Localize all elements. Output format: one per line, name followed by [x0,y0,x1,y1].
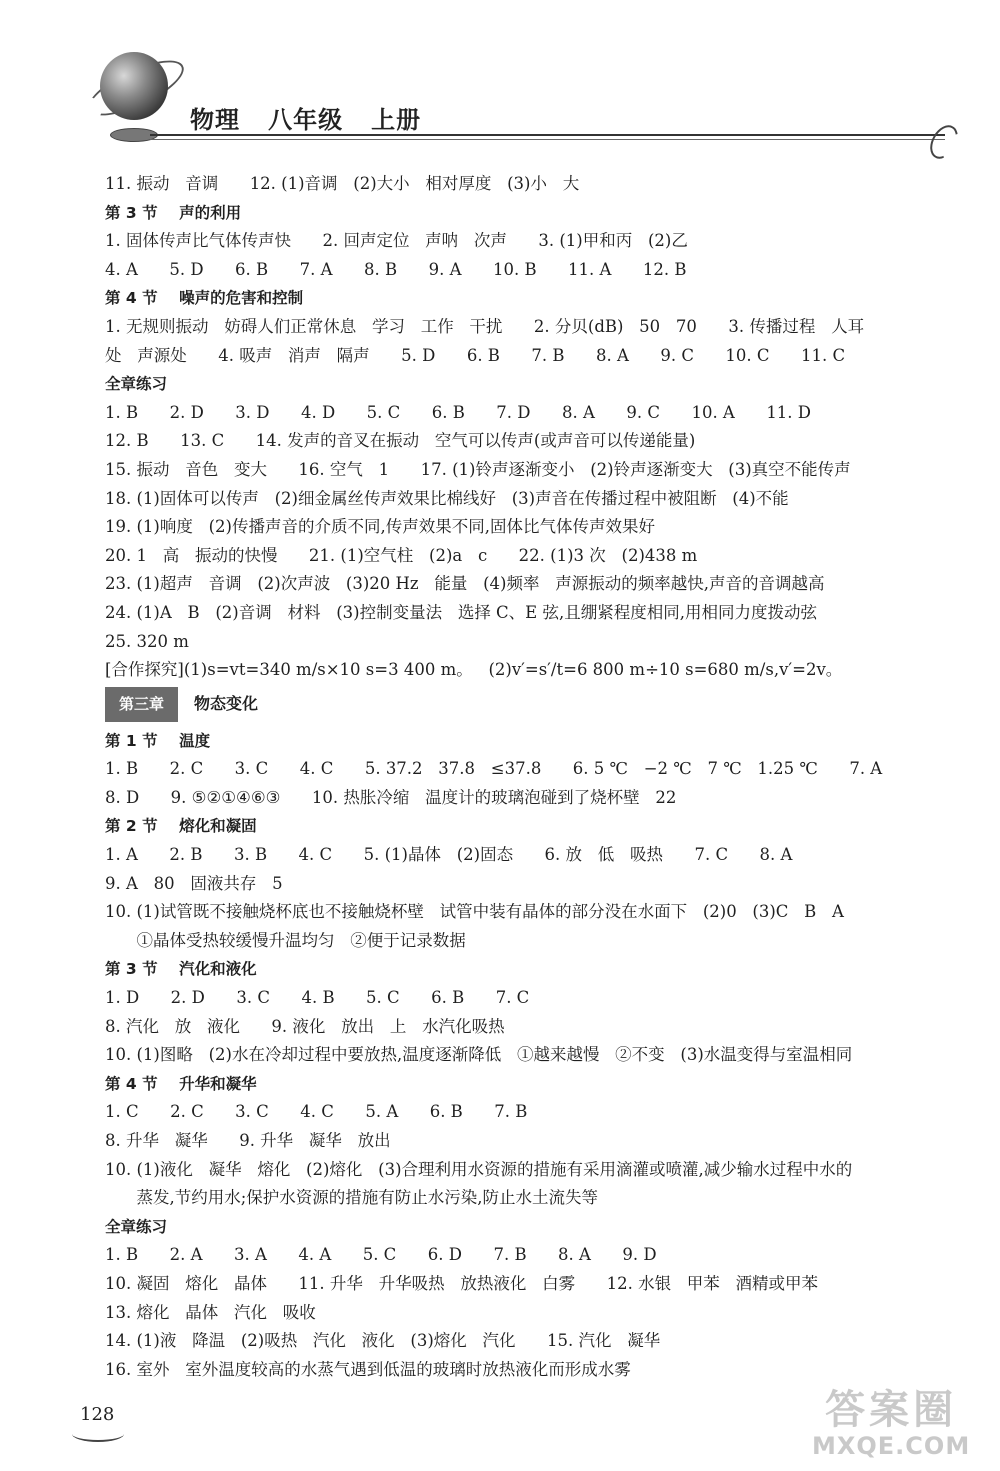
section-heading: 第 4 节 噪声的危害和控制 [105,289,304,308]
answer-line: 15. 振动 音色 变大 16. 空气 1 17. (1)铃声逐渐变小 (2)铃声逐渐变大 (3)真空不能传声 [105,459,851,479]
answer-line: 8. D 9. ⑤②①④⑥③ 10. 热胀冷缩 温度计的玻璃泡碰到了烧杯壁 22 [105,787,677,807]
answer-line: 25. 320 m [105,631,189,651]
answer-line: 蒸发,节约用水;保护水资源的措施有防止水污染,防止水土流失等 [105,1188,599,1208]
answer-line: 10. (1)液化 凝华 熔化 (2)熔化 (3)合理利用水资源的措施有采用滴灌或喷灌,减少输水过程中水的 [105,1159,853,1179]
answer-line: 1. B 2. A 3. A 4. A 5. C 6. D 7. B 8. A 9. D [105,1245,657,1265]
answer-line: 1. C 2. C 3. C 4. C 5. A 6. B 7. B [105,1102,528,1122]
section-heading: 第 2 节 熔化和凝固 [105,817,257,836]
answer-line: 1. D 2. D 3. C 4. B 5. C 6. B 7. C [105,988,530,1008]
answer-line: 10. 凝固 熔化 晶体 11. 升华 升华吸热 放热液化 白雾 12. 水银 甲苯 酒精或甲苯 [105,1273,819,1293]
section-heading: 第 3 节 汽化和液化 [105,960,257,979]
answer-line: [合作探究](1)s=vt=340 m/s×10 s=3 400 m。 (2)v′=s′/t=6 800 m÷10 s=680 m/s,v′=2v。 [105,660,843,680]
chapter-heading [105,687,955,723]
watermark-url: MXQE.COM [812,1432,971,1460]
answer-line: 4. A 5. D 6. B 7. A 8. B 9. A 10. B 11. A 12. B [105,259,687,279]
page-header [0,0,1000,170]
answer-line: 9. A 80 固液共存 5 [105,873,283,893]
answer-line: 14. (1)液 降温 (2)吸热 汽化 液化 (3)熔化 汽化 15. 汽化 凝华 [105,1331,661,1351]
section-heading: 第 4 节 升华和凝华 [105,1074,257,1093]
answer-line: 23. (1)超声 音调 (2)次声波 (3)20 Hz 能量 (4)频率 声源振动的频率越快,声音的音调越高 [105,574,825,594]
answer-line: 8. 汽化 放 液化 9. 液化 放出 上 水汽化吸热 [105,1016,505,1036]
answer-line: 1. 无规则振动 妨碍人们正常休息 学习 工作 干扰 2. 分贝(dB) 50 70 3. 传播过程 人耳 [105,316,865,336]
answer-line: 19. (1)响度 (2)传播声音的介质不同,传声效果不同,固体比气体传声效果好 [105,517,655,537]
answer-line: 1. A 2. B 3. B 4. C 5. (1)晶体 (2)固态 6. 放 低 吸热 7. C 8. A [105,845,793,865]
chapter-title: 物态变化 [194,694,259,714]
section-heading: 全章练习 [105,375,168,394]
answer-line: 8. 升华 凝华 9. 升华 凝华 放出 [105,1131,391,1150]
answer-line: 10. (1)图略 (2)水在冷却过程中要放热,温度逐渐降低 ①越来越慢 ②不变 (3)水温变得与室温相同 [105,1045,853,1065]
rule-ornament-icon [925,120,964,163]
section-heading: 第 3 节 声的利用 [105,203,242,222]
header-rule [150,134,945,136]
answer-line: 11. 振动 音调 12. (1)音调 (2)大小 相对厚度 (3)小 大 [105,174,580,193]
answer-line: 13. 熔化 晶体 汽化 吸收 [105,1302,316,1322]
answer-line: 12. B 13. C 14. 发声的音叉在振动 空气可以传声(或声音可以传递能量) [105,431,696,451]
answer-line: 1. B 2. D 3. D 4. D 5. C 6. B 7. D 8. A 9. C 10. A 11. D [105,402,812,422]
book-title: 物理 八年级 上册 [190,106,422,134]
answer-content [105,170,955,1384]
watermark [812,1388,970,1460]
page-number: 128 [80,1404,115,1425]
answer-line: 处 声源处 4. 吸声 消声 隔声 5. D 6. B 7. B 8. A 9. C 10. C 11. C [105,345,846,365]
answer-line: 18. (1)固体可以传声 (2)细金属丝传声效果比棉线好 (3)声音在传播过程中被阻断 (4)不能 [105,488,789,508]
answer-line: 10. (1)试管既不接触烧杯底也不接触烧杯壁 试管中装有晶体的部分没在水面下 (2)0 (3)C B A [105,902,844,922]
watermark-logo: 答案圈 [825,1387,958,1433]
answer-line: 1. 固体传声比气体传声快 2. 回声定位 声呐 次声 3. (1)甲和丙 (2)乙 [105,231,688,251]
section-heading: 第 1 节 温度 [105,731,211,750]
answer-line: 16. 室外 室外温度较高的水蒸气遇到低温的玻璃时放热液化而形成水雾 [105,1359,631,1379]
answer-line: 20. 1 高 振动的快慢 21. (1)空气柱 (2)a c 22. (1)3 次 (2)438 m [105,545,698,565]
header-rule-thin [150,139,945,140]
chapter-badge: 第三章 [105,687,178,722]
answer-line: ①晶体受热较缓慢升温均匀 ②便于记录数据 [105,930,466,950]
globe-icon [100,52,168,120]
answer-line: 24. (1)A B (2)音调 材料 (3)控制变量法 选择 C、E 弦,且绷紧程度相同,用相同力度拨动弦 [105,602,817,622]
answer-line: 1. B 2. C 3. C 4. C 5. 37.2 37.8 ≤37.8 6. 5 ℃ −2 ℃ 7 ℃ 1.25 ℃ 7. A [105,759,883,779]
page-number-curve-icon [72,1426,124,1442]
section-heading: 全章练习 [105,1217,168,1236]
